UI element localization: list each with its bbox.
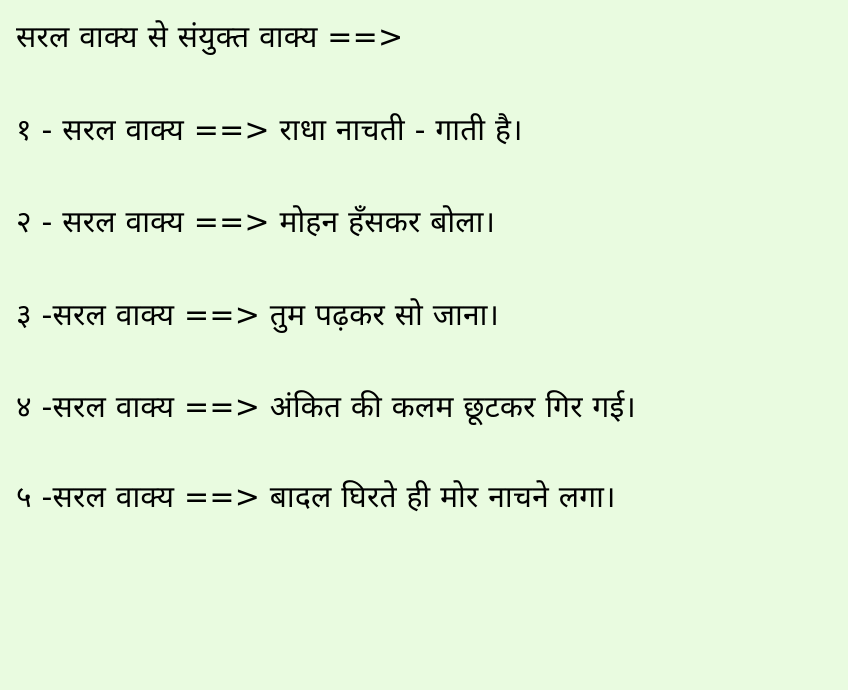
- list-item: ४ -सरल वाक्य ==> अंकित की कलम छूटकर गिर गई।: [16, 390, 636, 426]
- list-item: २ - सरल वाक्य ==> मोहन हँसकर बोला।: [16, 205, 496, 241]
- page-title: सरल वाक्य से संयुक्त वाक्य ==>: [16, 20, 404, 55]
- list-item: १ - सरल वाक्य ==> राधा नाचती - गाती है।: [16, 112, 523, 148]
- list-item: ३ -सरल वाक्य ==> तुम पढ़कर सो जाना।: [16, 297, 500, 333]
- list-item: ५ -सरल वाक्य ==> बादल घिरते ही मोर नाचने लगा।: [16, 479, 616, 515]
